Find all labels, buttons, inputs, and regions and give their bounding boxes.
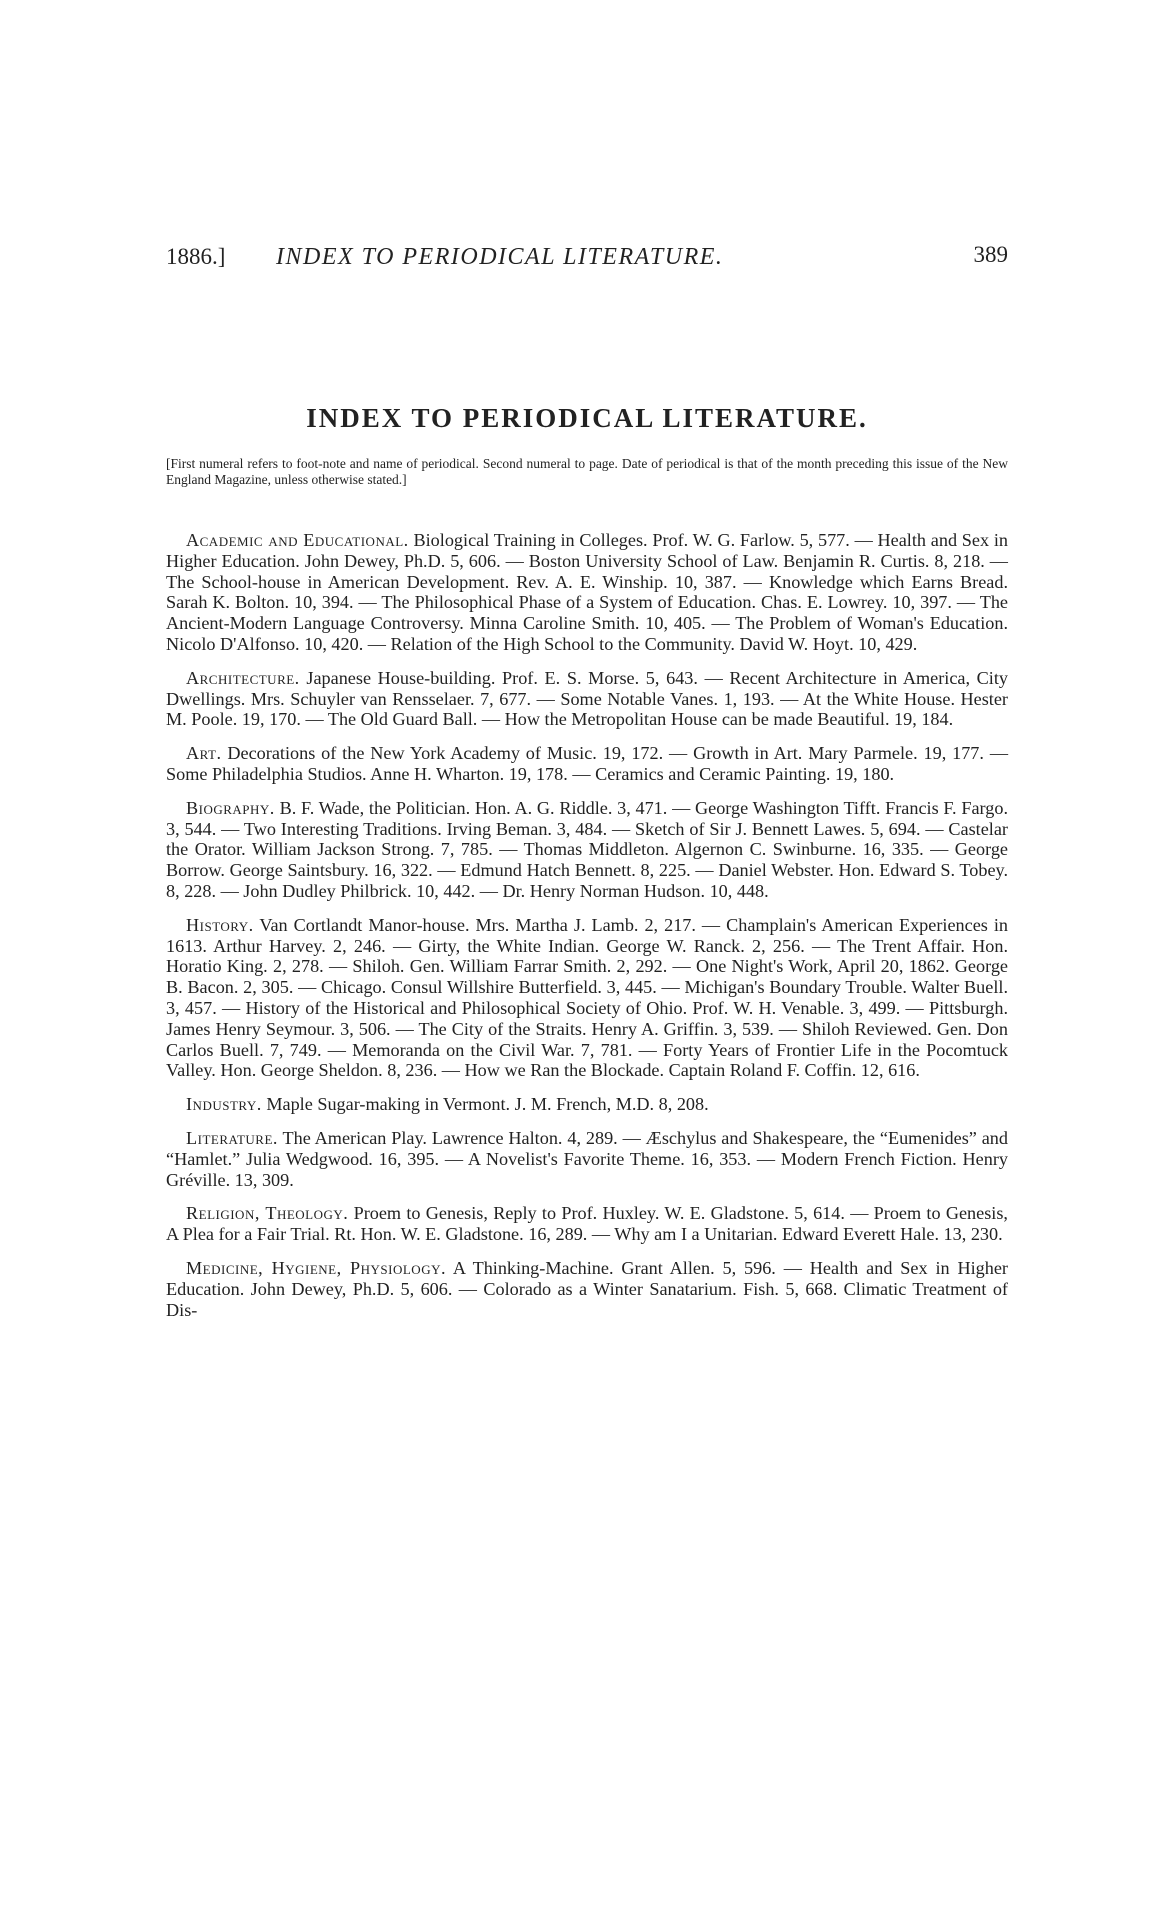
entry-category: Medicine, Hygiene, Physiology. [186, 1257, 447, 1278]
entry-category: Industry. [186, 1094, 262, 1115]
explanatory-note: [First numeral refers to foot-note and name of periodical. Second numeral to page. Date of periodical is that of the month preceding this issue of the New England Magazine, unless otherwise stated.] [166, 456, 1008, 487]
index-entry-industry [166, 1094, 1008, 1115]
entry-category: Literature. [186, 1127, 278, 1148]
entry-category: Art. [186, 743, 222, 764]
header-running-title: INDEX TO PERIODICAL LITERATURE. [276, 244, 724, 270]
entry-text: Maple Sugar-making in Vermont. J. M. French, M.D. 8, 208. [266, 1094, 709, 1115]
index-entries [166, 530, 1008, 1333]
entry-category: Biography. [186, 797, 275, 818]
entry-category: History. [186, 914, 254, 935]
entry-text: Proem to Genesis, Reply to Prof. Huxley. W. E. Gladstone. 5, 614. — Proem to Genesis, A Plea for a Fair Trial. Rt. Hon. W. E. Gladstone. 16, 289. — Why am I a Unitarian. Edward Everett Hale. 13, 230. [166, 1203, 1008, 1245]
index-entry-biography [166, 798, 1008, 902]
entry-text: Van Cortlandt Manor-house. Mrs. Martha J. Lamb. 2, 217. — Champlain's American Experiences in 1613. Arthur Harvey. 2, 246. — Girty, the White Indian. George W. Ranck. 2, 256. — The Trent Affair. Hon. Horatio King. 2, 278. — Shiloh. Gen. William Farrar Smith. 2, 292. — One Night's Work, April 20, 1862. George B. Bacon. 2, 305. — Chicago. Consul Willshire Butterfield. 3, 445. — Michigan's Boundary Trouble. Walter Buell. 3, 457. — History of the Historical and Philosophical Society of Ohio. Prof. W. H. Venable. 3, 499. — Pittsburgh. James Henry Seymour. 3, 506. — The City of the Straits. Henry A. Griffin. 3, 539. — Shiloh Reviewed. Gen. Don Carlos Buell. 7, 749. — Memoranda on the Civil War. 7, 781. — Forty Years of Frontier Life in the Pocomtuck Valley. Hon. George Sheldon. 8, 236. — How we Ran the Blockade. Captain Roland F. Coffin. 12, 616. [166, 914, 1008, 1081]
index-entry-medicine [166, 1258, 1008, 1320]
entry-text: B. F. Wade, the Politician. Hon. A. G. Riddle. 3, 471. — George Washington Tifft. Francis F. Fargo. 3, 544. — Two Interesting Traditions. Irving Beman. 3, 484. — Sketch of Sir J. Bennett Lawes. 5, 694. — Castelar the Orator. William Jackson Strong. 7, 785. — Thomas Middleton. Algernon C. Swinburne. 16, 335. — George Borrow. George Saintsbury. 16, 322. — Edmund Hatch Bennett. 8, 225. — Daniel Webster. Hon. Edward S. Tobey. 8, 228. — John Dudley Philbrick. 10, 442. — Dr. Henry Norman Hudson. 10, 448. [166, 797, 1008, 901]
page-title: INDEX TO PERIODICAL LITERATURE. [306, 403, 868, 433]
index-entry-religion [166, 1203, 1008, 1245]
header-year: 1886.] [166, 244, 226, 269]
entry-category: Architecture. [186, 667, 300, 688]
entry-text: A Thinking-Machine. Grant Allen. 5, 596. — Health and Sex in Higher Education. John Dewey, Ph.D. 5, 606. — Colorado as a Winter Sanatarium. Fish. 5, 668. Climatic Treatment of Dis- [166, 1257, 1008, 1320]
entry-category: Religion, Theology. [186, 1203, 349, 1224]
index-entry-academic [166, 530, 1008, 655]
page-number: 389 [973, 242, 1008, 267]
index-entry-literature [166, 1128, 1008, 1190]
index-entry-history [166, 915, 1008, 1081]
index-entry-art [166, 743, 1008, 785]
entry-category: Academic and Educational. [186, 530, 409, 550]
index-entry-architecture [166, 668, 1008, 730]
entry-text: Decorations of the New York Academy of Music. 19, 172. — Growth in Art. Mary Parmele. 19, 177. — Some Philadelphia Studios. Anne H. Wharton. 19, 178. — Ceramics and Ceramic Painting. 19, 180. [166, 743, 1009, 784]
entry-text: The American Play. Lawrence Halton. 4, 289. — Æschylus and Shakespeare, the “Eumenides” and “Hamlet.” Julia Wedgwood. 16, 395. — A Novelist's Favorite Theme. 16, 353. — Modern French Fiction. Henry Gréville. 13, 309. [166, 1127, 1008, 1190]
entry-text: Japanese House-building. Prof. E. S. Morse. 5, 643. — Recent Architecture in America, City Dwellings. Mrs. Schuyler van Rensselaer. 7, 677. — Some Notable Vanes. 1, 193. — At the White House. Hester M. Poole. 19, 170. — The Old Guard Ball. — How the Metropolitan House can be made Beautiful. 19, 184. [166, 667, 1008, 730]
entry-text: Biological Training in Colleges. Prof. W. G. Farlow. 5, 577. — Health and Sex in Higher Education. John Dewey, Ph.D. 5, 606. — Boston University School of Law. Benjamin R. Curtis. 8, 218. — The School-house in American Development. Rev. A. E. Winship. 10, 387. — Knowledge which Earns Bread. Sarah K. Bolton. 10, 394. — The Philosophical Phase of a System of Education. Chas. E. Lowrey. 10, 397. — The Ancient-Modern Language Controversy. Minna Caroline Smith. 10, 405. — The Problem of Woman's Education. Nicolo D'Alfonso. 10, 420. — Relation of the High School to the Community. David W. Hoyt. 10, 429. [166, 530, 1009, 654]
running-header [166, 244, 1008, 280]
